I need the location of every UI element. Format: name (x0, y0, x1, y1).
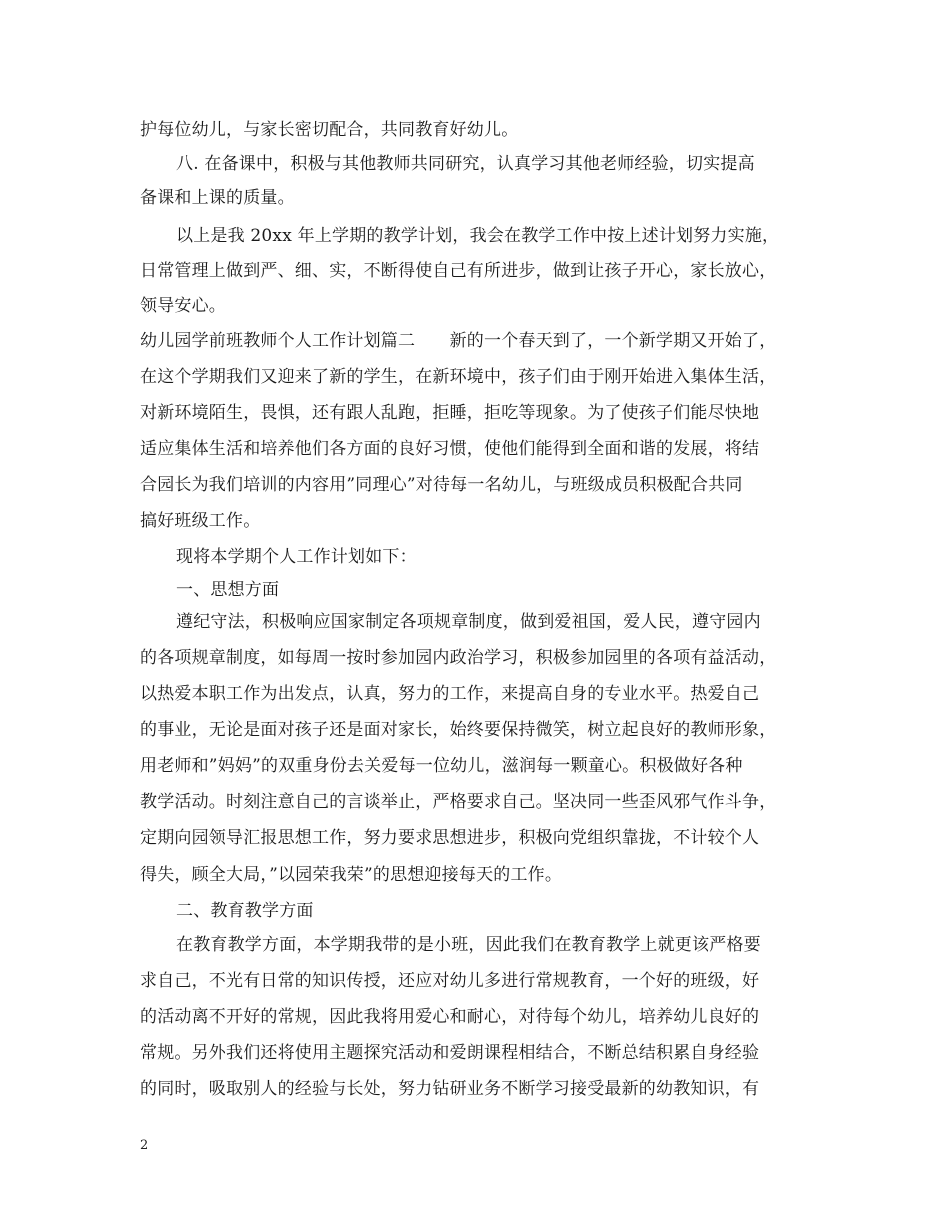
text-line: 适应集体生活和培养他们各方面的良好习惯，使他们能得到全面和谐的发展，将结 (140, 439, 760, 459)
text-line: 用老师和”妈妈”的双重身份去关爱每一位幼儿，滋润每一颗童心。积极做好各种 (140, 756, 743, 776)
text-line: 日常管理上做到严、细、实，不断得使自己有所进步，做到让孩子开心，家长放心， (140, 261, 777, 281)
text-line: 领导安心。 (140, 296, 226, 316)
text-line: 护每位幼儿，与家长密切配合，共同教育好幼儿。 (140, 120, 519, 140)
text-line: 教学活动。时刻注意自己的言谈举止，严格要求自己。坚决同一些歪风邪气作斗争， (140, 792, 777, 812)
text-line: 得失，顾全大局，”以园荣我荣”的思想迎接每天的工作。 (140, 865, 563, 885)
text-line: 遵纪守法，积极响应国家制定各项规章制度，做到爱祖国，爱人民，遵守园内 (176, 612, 761, 632)
text-line: 的事业，无论是面对孩子还是面对家长，始终要保持微笑，树立起良好的教师形象， (140, 720, 777, 740)
text-line: 在这个学期我们又迎来了新的学生，在新环境中，孩子们由于刚开始进入集体生活， (140, 367, 777, 387)
text-line: 八. 在备课中，积极与其他教师共同研究，认真学习其他老师经验，切实提高 (176, 154, 755, 174)
text-line: 搞好班级工作。 (140, 511, 261, 531)
section-heading: 一、思想方面 (176, 580, 280, 600)
text-line: 备课和上课的质量。 (140, 188, 295, 208)
text-line: 定期向园领导汇报思想工作，努力要求思想进步，积极向党组织靠拢，不计较个人 (140, 828, 760, 848)
text-line: 常规。另外我们还将使用主题探究活动和爱朗课程相结合，不断总结积累自身经验 (140, 1043, 760, 1063)
text-line: 的同时，吸取别人的经验与长处，努力钻研业务不断学习接受最新的幼教知识，有 (140, 1079, 760, 1099)
text-line: 以上是我 20xx 年上学期的教学计划，我会在教学工作中按上述计划努力实施， (176, 226, 780, 246)
text-line: 幼儿园学前班教师个人工作计划篇二 新的一个春天到了，一个新学期又开始了， (140, 331, 777, 351)
text-line: 在教育教学方面，本学期我带的是小班，因此我们在教育教学上就更该严格要 (176, 935, 761, 955)
text-line: 的各项规章制度，如每周一按时参加园内政治学习，积极参加园里的各项有益活动， (140, 648, 777, 668)
text-line: 现将本学期个人工作计划如下： (176, 547, 417, 567)
text-line: 对新环境陌生，畏惧，还有跟人乱跑，拒睡，拒吃等现象。为了使孩子们能尽快地 (140, 403, 760, 423)
text-line: 以热爱本职工作为出发点，认真，努力的工作，来提高自身的专业水平。热爱自己 (140, 684, 760, 704)
text-line: 求自己，不光有日常的知识传授，还应对幼儿多进行常规教育，一个好的班级，好 (140, 971, 760, 991)
text-line: 的活动离不开好的常规，因此我将用爱心和耐心，对待每个幼儿，培养幼儿良好的 (140, 1007, 760, 1027)
page-number: 2 (140, 1138, 149, 1153)
text-line: 合园长为我们培训的内容用”同理心”对待每一名幼儿，与班级成员积极配合共同 (140, 475, 743, 495)
section-heading: 二、教育教学方面 (176, 901, 314, 921)
